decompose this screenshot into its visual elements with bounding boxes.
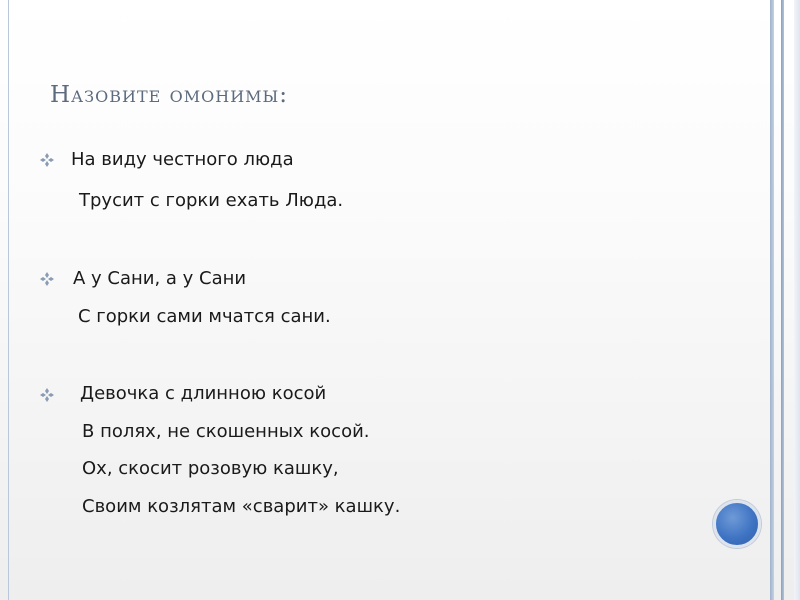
slide-title: Назовите омонимы: bbox=[50, 82, 289, 108]
stanza-1-line-1: На виду честного люда bbox=[71, 149, 294, 170]
right-decor-bar-outer bbox=[770, 0, 774, 600]
right-edge-strip bbox=[794, 0, 800, 600]
stanza-1-line-2: Трусит с горки ехать Люда. bbox=[79, 190, 344, 211]
left-border-line bbox=[8, 0, 9, 600]
diamond-bullet-icon bbox=[40, 272, 54, 286]
stanza-3-line-2: В полях, не скошенных косой. bbox=[82, 421, 370, 442]
stanza-2-line-2: С горки сами мчатся сани. bbox=[78, 306, 331, 327]
circle-nav-button-icon[interactable] bbox=[713, 500, 761, 548]
stanza-2-line-1: А у Сани, а у Сани bbox=[73, 268, 247, 289]
stanza-3-line-4: Своим козлятам «сварит» кашку. bbox=[82, 496, 401, 517]
diamond-bullet-icon bbox=[40, 153, 54, 167]
right-decor-bar-inner bbox=[781, 0, 784, 600]
diamond-bullet-icon bbox=[40, 388, 54, 402]
stanza-3-line-3: Ох, скосит розовую кашку, bbox=[82, 458, 339, 479]
stanza-3-line-1: Девочка с длинною косой bbox=[80, 383, 327, 404]
